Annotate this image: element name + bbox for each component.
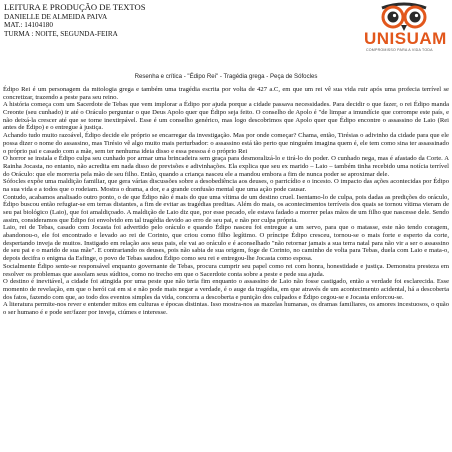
unisuam-logo bbox=[360, 2, 452, 58]
paragraph: Contudo, acabamos analisado outro ponto, o de que Édipo não é mais do que uma vítima de um destino cruel. Isentamo-lo de culpa, pois dadas as predições do oráculo, Édipo buscou então refugiar-se em terras distantes, a fim de evitar as tragédias preditas. Além do mais, os acontecimentos terríveis dos quais se tornou vítima vieram de seu pai biológico (Laio), que foi amaldiçoado. A maldição de Laio diz que, por esse pecado, ele estava fadado a morrer pelas mãos de um filho que nascesse dele. Sendo assim, consideramos que Édipo foi envolvido em tal tragédia devido ao erro de seu pai, e não por culpa própria. bbox=[3, 193, 449, 224]
logo-tagline: COMPROMISSO PARA A VIDA TODA bbox=[366, 48, 433, 52]
paragraph: Édipo Rei é um personagem da mitologia grega e também uma tragédia escrita por volta de 427 a.C, em que um rei vê sua vida ruir após uma profecia terrível se concretizar, trazendo a peste para seu reino. bbox=[3, 86, 449, 101]
paragraph: Laio, rei de Tebas, casado com Jocasta foi advertido pelo oráculo e quando Édipo nasceu foi entregue a um servo, para que o matasse, este não tendo coragem, abandonou-o, ele foi encontrado e levado ao rei de Corinto, que criou como filho legítimo. O príncipe Édipo cresceu, tornou-se o mais forte e esperto da corte, despertando inveja de muitos. Instigado em relação aos seus pais, ele vai ao oráculo e é aconselhado "não retornar jamais a sua terra natal para não vir a ser o assassino de seu pai e o marido de sua mãe". E contrariando os deuses, pois não sabia de sua origem, foge de Corinto, no caminho de volta para Tebas, duela com Laio e mata-o, depois decifra o enigma da Esfinge, o povo de Tebas saudou Édipo como seu rei e entregou-lhe Jocasta como esposa. bbox=[3, 224, 449, 263]
document-header bbox=[4, 3, 304, 39]
student-name: DANIELLE DE ALMEIDA PAIVA bbox=[4, 12, 108, 21]
paragraph: Socialmente Édipo sente-se responsável enquanto governante de Tebas, procura cumprir seu papel como rei com honra, honestidade e justiça. Demonstra presteza em resolver os problemas que assolam seus súditos, como no trecho em que o Sacerdote conta sobre a peste e pede sua ajuda. bbox=[3, 262, 449, 278]
paragraph: Sófocles expõe uma maldição familiar, que gera várias discussões sobre a desobediência aos deuses, o parricídio e o incesto. O impacto das ações acontecidas por Édipo na sua vida e a todos que o rodeiam. Mostra o drama, a dor, e a grande confusão mental que uma ação pode causar. bbox=[3, 178, 449, 193]
document-body bbox=[3, 86, 449, 317]
student-registration: MAT.: 14104180 bbox=[4, 21, 53, 30]
paragraph: O horror se instala e Édipo culpa seu cunhado por armar uma brincadeira sem graça para desmoralizá-lo e tirá-lo do poder. O cunhado nega, mas é afastado da Corte. A Rainha Jocasta, no entanto, não acredita em nada disso de previsões e adivinhações. Ela explica que seu ex marido – Laio – também tinha recebido uma notícia terrível do Oráculo: que ele morreria pela mão de seu filho. Então, quando a criança nasceu ele a mandou embora a fim de nunca poder se aproximar dele. bbox=[3, 155, 449, 178]
document-subtitle: Resenha e crítica - "Édipo Rei" - Tragédia grega - Peça de Sófocles bbox=[134, 73, 318, 80]
class-info: TURMA : NOITE, SEGUNDA-FEIRA bbox=[4, 29, 118, 38]
logo-wordmark: UNISUAM bbox=[364, 29, 447, 48]
paragraph: O destino é inevitável, a cidade foi atingida por uma peste que não teria fim enquanto o assassino de Laio não fosse castigado, então a verdade foi esclarecida. Esse momento de revelação, em que o herói cai em si e não pode mais negar a verdade, é o auge da tragédia, em que através de um acontecimento acidental, há a descoberta dos fatos, fazendo com que, ao todo dos eventos simples da vida, concorra a descoberta e punição dos culpados e Édipo cegou-se e Jocasta enforcou-se. bbox=[3, 278, 449, 301]
course-title: LEITURA E PRODUÇÃO DE TEXTOS bbox=[4, 2, 146, 12]
paragraph: A literatura permite-nos rever e entender mitos em culturas e épocas distintas. Isso mostra-nos as mazelas humanas, os dramas familiares, os amores incestuosos, o quão o ser humano é e pode ser/fazer por inveja, ciúmes e interesse. bbox=[3, 301, 449, 316]
paragraph: A história começa com um Sacerdote de Tebas que vem implorar a Édipo por ajuda porque a cidade passava necessidades. Para decidir o que fazer, o rei Édipo manda Creonte (seu cunhado) ir até o Oráculo perguntar o que Deus Apolo quer que Édipo seja feito. O conselho de Apolo é "de limpar a imundície que corrompe este país, e não deixá-la crescer até que se torne inextirpável. Esse é um conselho genérico, mas logo descobrimos que Apolo quer que Édipo encontre o assassino de Laio (Rei antes de Édipo) e o entregue à justiça. bbox=[3, 101, 449, 132]
paragraph: Achando tudo muito razoável, Édipo decide ele próprio se encarregar da investigação. Mas por onde começar? Chama, então, Tirésias o adivinho da cidade para que ele possa dizer o nome do assassino, mas Tirésio vê algo muito mais perturbador: o assassino está tão perto que ninguém imagina quem é, ele tem como sina ter assassinado o próprio pai e casado com a mãe, sem ter nenhuma ideia disso e essa pessoa é o próprio Rei bbox=[3, 132, 449, 155]
owl-icon bbox=[374, 2, 434, 32]
